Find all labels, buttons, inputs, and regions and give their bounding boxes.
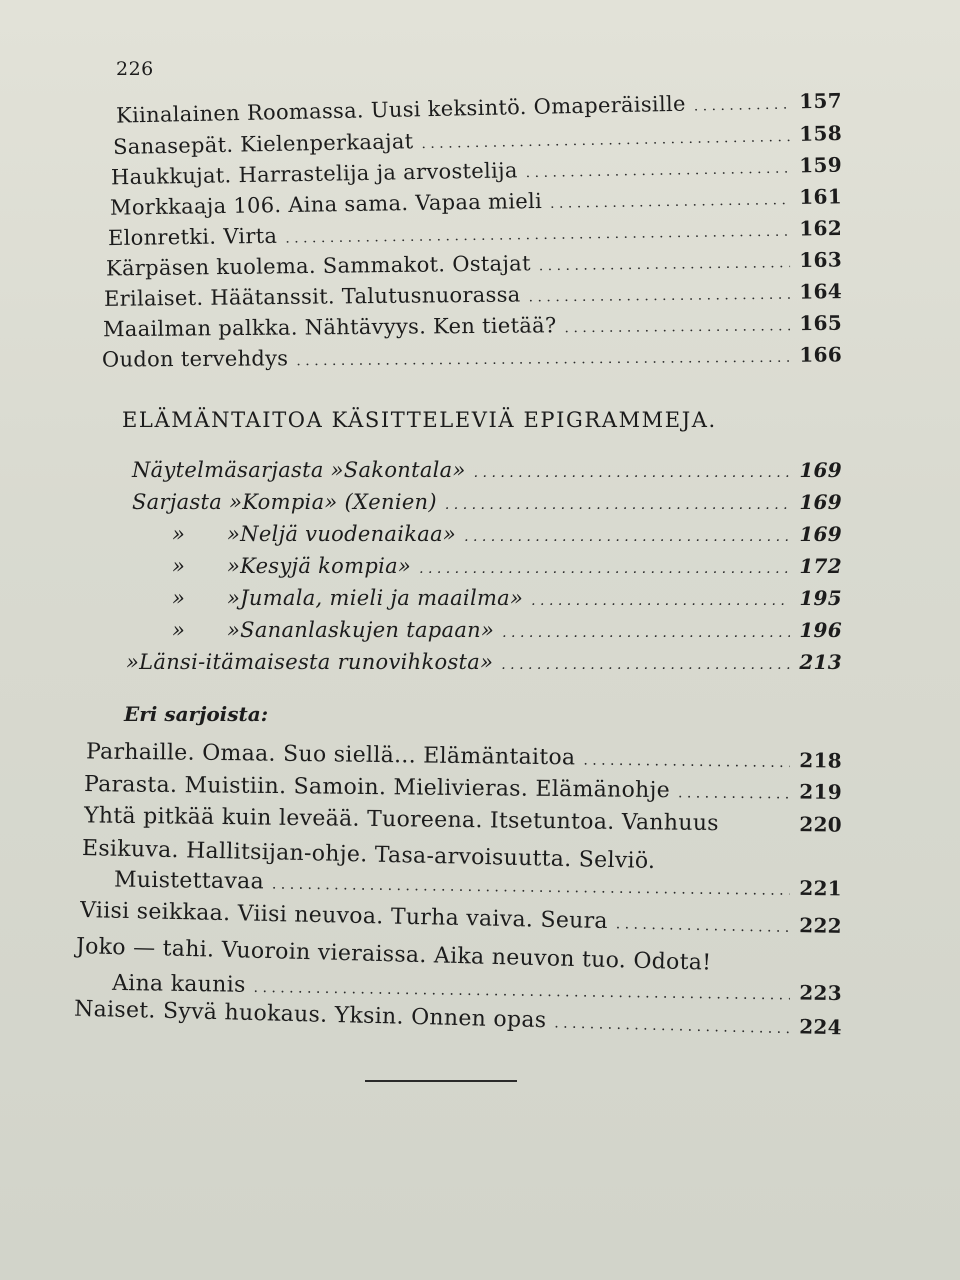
toc-entry-page: 164	[799, 279, 843, 304]
toc-entry	[116, 88, 842, 127]
toc-entry	[172, 554, 842, 578]
dot-leader	[616, 912, 791, 937]
toc-entry-title: » »Sananlaskujen tapaan»	[172, 618, 495, 642]
toc-entry	[132, 458, 842, 482]
toc-entry	[106, 248, 842, 281]
toc-entry	[103, 311, 842, 341]
dot-leader	[272, 872, 790, 899]
toc-entry-page: 169	[799, 458, 842, 482]
toc-entry-page: 165	[799, 310, 843, 336]
dot-leader	[419, 557, 790, 578]
dot-leader	[285, 220, 790, 248]
toc-entry-title: Elonretki. Virta	[107, 223, 278, 251]
toc-entry-title: »Länsi-itämaisesta runovihkosta»	[126, 650, 494, 674]
dot-leader	[501, 653, 790, 674]
toc-entry	[132, 490, 842, 514]
toc-entry-title: Parasta. Muistiin. Samoin. Mielivieras. Elämänohje	[83, 772, 671, 804]
toc-entry-title: Haukkujat. Harrastelija ja arvostelija	[110, 158, 518, 190]
dot-leader	[464, 525, 790, 546]
toc-entry-title: Kiinalainen Roomassa. Uusi keksintö. Omaperäisille	[115, 91, 686, 128]
toc-entry-title: Oudon tervehdys	[101, 346, 289, 372]
toc-entry-title: » »Kesyjä kompia»	[172, 554, 412, 578]
toc-entry-page: 213	[799, 650, 842, 674]
toc-entry-title: Kärpäsen kuolema. Sammakot. Ostajat	[105, 251, 531, 281]
toc-entry-page: 218	[799, 748, 843, 773]
toc-entry	[172, 618, 842, 642]
toc-entry-title: Näytelmäsarjasta »Sakontala»	[132, 458, 466, 482]
toc-entry	[172, 586, 842, 610]
toc-entry-page: 163	[799, 247, 843, 273]
toc-entry-page: 196	[799, 618, 842, 642]
toc-entry	[172, 522, 842, 546]
toc-entry-title: Aina kaunis	[111, 970, 246, 998]
toc-entry	[108, 216, 842, 250]
toc-entry-page: 172	[799, 554, 842, 578]
toc-entry-title: Sarjasta »Kompia» (Xenien)	[132, 490, 437, 514]
toc-entry-title: Morkkaaja 106. Aina sama. Vapaa mieli	[109, 188, 543, 220]
dot-leader	[445, 493, 790, 514]
dot-leader	[528, 283, 790, 307]
page-number: 226	[116, 58, 154, 80]
toc-entry-page: 159	[799, 152, 843, 178]
toc-entry	[84, 772, 842, 805]
dot-leader	[693, 92, 790, 115]
dot-leader	[296, 346, 790, 370]
toc-entry	[114, 868, 842, 902]
toc-entry-page: 157	[799, 88, 843, 114]
dot-leader	[678, 781, 790, 803]
toc-entry-page: 169	[799, 490, 842, 514]
toc-entry	[110, 184, 842, 219]
dot-leader	[564, 314, 790, 337]
toc-entry-page: 221	[799, 875, 843, 901]
dot-leader	[525, 157, 790, 183]
toc-entry	[84, 803, 842, 837]
toc-entry-title: » »Neljä vuodenaikaa»	[172, 522, 457, 546]
toc-entry	[102, 342, 842, 371]
toc-entry-page: 158	[799, 121, 843, 146]
section-title: ELÄMÄNTAITOA KÄSITTELEVIÄ EPIGRAMMEJA.	[122, 408, 717, 432]
dot-leader	[531, 589, 790, 610]
toc-entry-title: Naiset. Syvä huokaus. Yksin. Onnen opas	[73, 996, 547, 1034]
toc-entry	[111, 153, 842, 190]
toc-entry-title: » »Jumala, mieli ja maailma»	[172, 586, 524, 610]
dot-leader	[253, 976, 790, 1004]
dot-leader	[550, 188, 790, 213]
dot-leader	[539, 251, 790, 275]
dot-leader	[502, 621, 790, 642]
toc-entry	[104, 279, 842, 311]
toc-entry	[80, 898, 842, 939]
toc-entry-page: 224	[798, 1014, 843, 1040]
dot-leader	[583, 748, 790, 772]
toc-entry-title-continued: Joko — tahi. Vuoroin vieraissa. Aika neuvon tuo. Odota!	[75, 934, 712, 976]
toc-entry-title: Parhaille. Omaa. Suo siellä... Elämäntaitoa	[85, 739, 576, 771]
end-rule	[365, 1080, 517, 1082]
dot-leader	[474, 461, 790, 482]
toc-entry-page: 161	[799, 184, 843, 209]
toc-entry-title: Maailman palkka. Nähtävyys. Ken tietää?	[102, 313, 557, 342]
toc-entry-page: 219	[799, 779, 843, 804]
toc-entry	[86, 739, 842, 773]
toc-entry-title: Erilaiset. Häätanssit. Talutusnuorassa	[103, 282, 521, 311]
toc-entry-title: Yhtä pitkää kuin leveää. Tuoreena. Itsetuntoa. Vanhuus	[83, 803, 719, 837]
dot-leader	[554, 1011, 790, 1038]
toc-entry	[113, 121, 842, 159]
toc-entry-page: 166	[799, 342, 843, 367]
toc-entry-title: Sanasepät. Kielenperkaajat	[112, 129, 414, 159]
toc-entry-page: 220	[799, 812, 843, 837]
toc-entry-title: Muistettavaa	[113, 867, 265, 895]
toc-entry-page: 222	[799, 913, 843, 938]
toc-entry-title: Viisi seikkaa. Viisi neuvoa. Turha vaiva. Seura	[79, 898, 609, 935]
toc-entry-page: 169	[799, 522, 842, 546]
subheading: Eri sarjoista:	[124, 702, 269, 726]
toc-entry-page: 162	[799, 215, 843, 241]
dot-leader	[421, 125, 790, 153]
toc-entry-page: 223	[799, 980, 843, 1006]
toc-entry-page: 195	[799, 586, 842, 610]
toc-entry-title-continued: Esikuva. Hallitsijan-ohje. Tasa-arvoisuutta. Selviö.	[81, 836, 656, 875]
toc-entry	[126, 650, 842, 674]
